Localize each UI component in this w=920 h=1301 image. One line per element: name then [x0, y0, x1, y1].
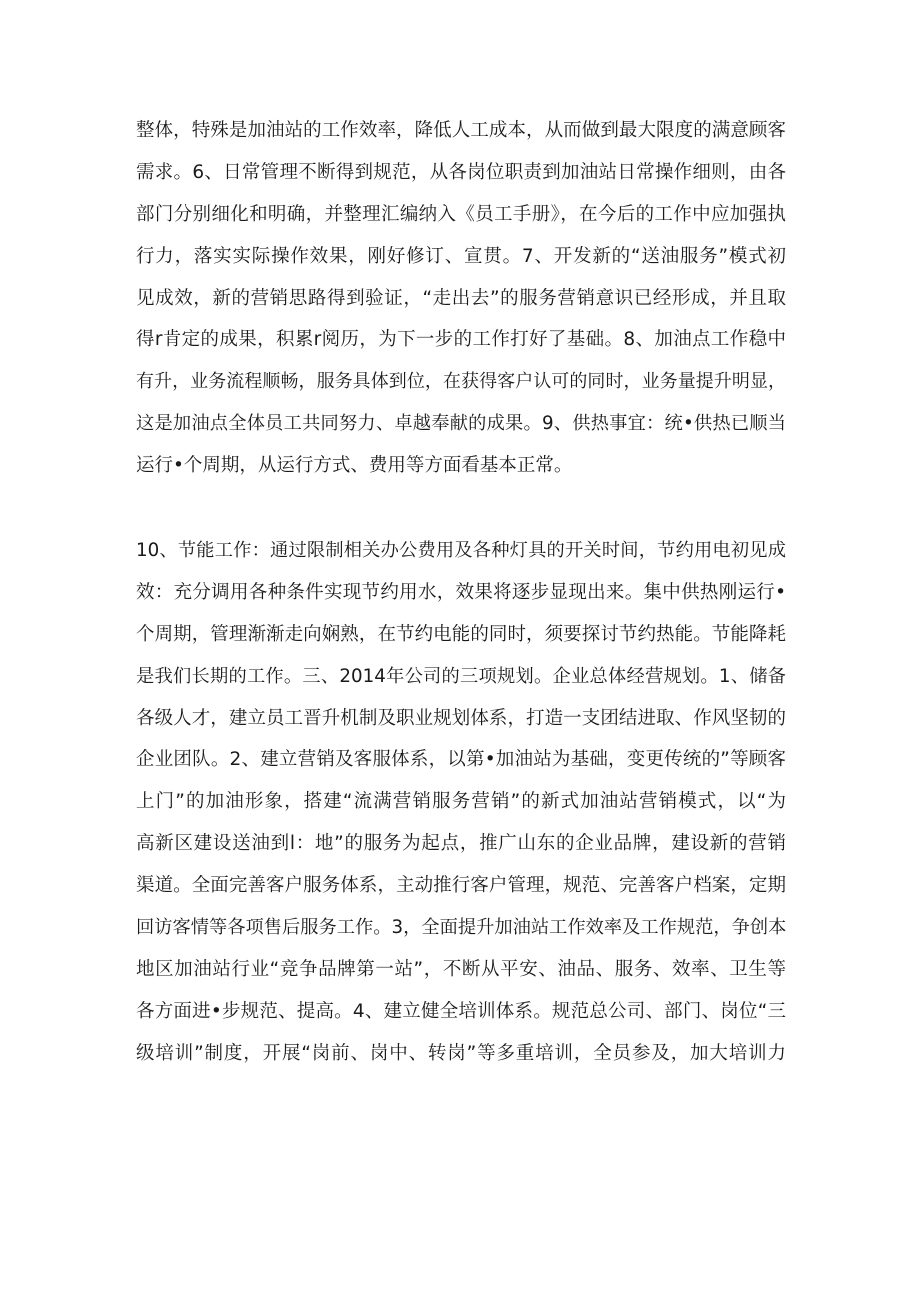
paragraph-2	[136, 530, 786, 1075]
text-line: 整体，特殊是加油站的工作效率，降低人工成本，从而做到最大限度的满意顾客	[136, 120, 786, 141]
text-line: 回访客情等各项售后服务工作。3，全面提升加油站工作效率及工作规范，争创本	[136, 917, 787, 939]
text-line: 地区加油站行业“竞争品牌第一站”，不断从平安、油品、服务、效率、卫生等	[136, 958, 786, 980]
text-line: 企业团队。2、建立营销及客服体系，以第•加油站为基础，变更传统的”等顾客	[136, 749, 786, 771]
text-line: 渠道。全面完善客户服务体系，主动推行客户管理，规范、完善客户档案，定期	[136, 875, 786, 897]
paragraph-1	[136, 110, 786, 487]
text-line: 上门”的加油形象，搭建“流满营销服务营销”的新式加油站营销模式，以“为	[136, 791, 786, 813]
text-line: 需求。6、日常管理不断得到规范，从各岗位职责到加油站日常操作细则，由各	[136, 161, 786, 183]
text-line: 有升，业务流程顺畅，服务具体到位，在获得客户认可的同时，业务量提升明显，	[136, 371, 786, 393]
text-line: 运行•个周期，从运行方式、费用等方面看基本正常。	[136, 455, 573, 477]
text-line: 各级人才，建立员工晋升机制及职业规划体系，打造一支团结进取、作风坚韧的	[136, 707, 786, 729]
text-line: 部门分别细化和明确，并整理汇编纳入《员工手册》，在今后的工作中应加强执	[136, 203, 786, 225]
text-line: 个周期，管理渐渐走向娴熟，在节约电能的同时，须要探讨节约热能。节能降耗	[136, 623, 786, 645]
text-line: 这是加油点全体员工共同努力、卓越奉献的成果。9、供热事宜：统•供热已顺当	[136, 413, 786, 435]
text-line: 行力，落实实际操作效果，刚好修订、宣贯。7、开发新的“送油服务”模式初	[136, 245, 786, 267]
text-line: 级培训”制度，开展“岗前、岗中、转岗”等多重培训，全员参及，加大培训力	[136, 1042, 786, 1064]
text-line: 高新区建设送油到l：地”的服务为起点，推广山东的企业品牌，建设新的营销	[136, 833, 786, 855]
text-line: 10、节能工作：通过限制相关办公费用及各种灯具的开关时间，节约用电初见成	[136, 540, 786, 561]
text-line: 各方面进•步规范、提高。4、建立健全培训体系。规范总公司、部门、岗位“三	[136, 1000, 786, 1022]
text-line: 是我们长期的工作。三、2014年公司的三项规划。企业总体经营规划。1、储备	[136, 665, 786, 687]
text-line: 见成效，新的营销思路得到验证，“走出去”的服务营销意识已经形成，并且取	[136, 287, 786, 309]
text-line: 效：充分调用各种条件实现节约用水，效果将逐步显现出来。集中供热刚运行•	[136, 581, 786, 603]
text-line: 得r肯定的成果，积累r阅历，为下一步的工作打好了基础。8、加油点工作稳中	[136, 329, 786, 351]
